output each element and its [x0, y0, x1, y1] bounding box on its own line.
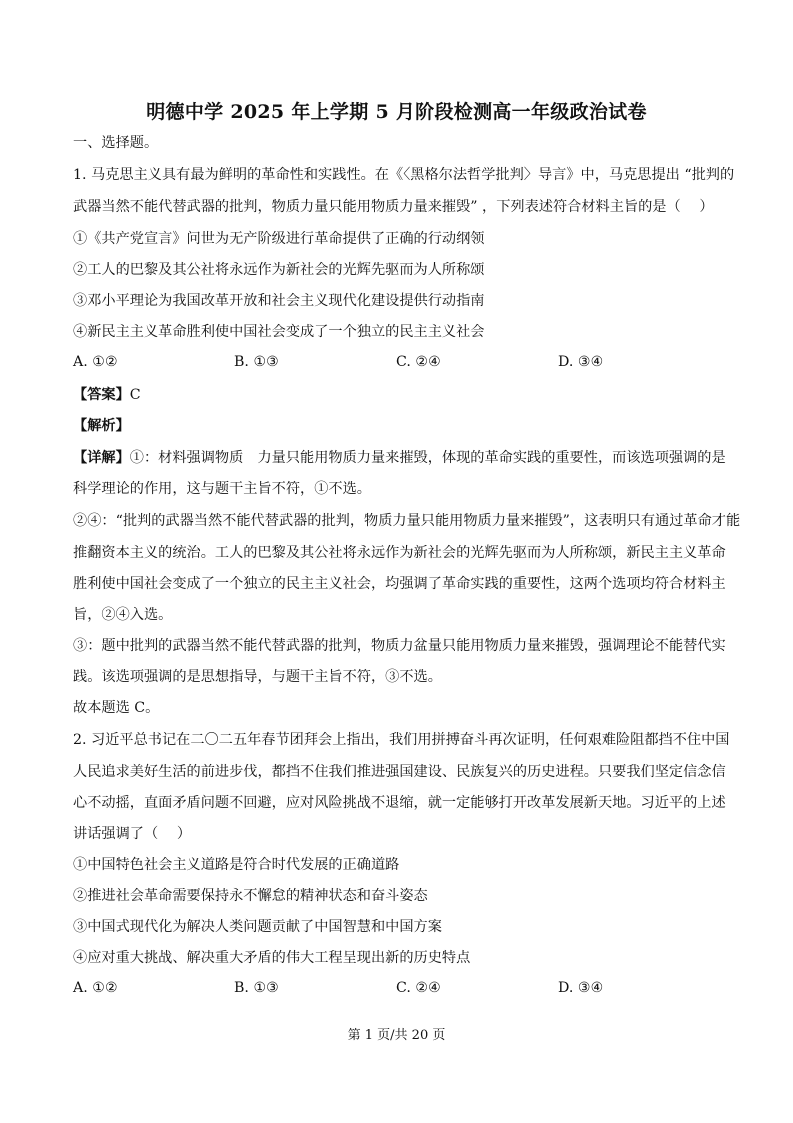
analysis-tag: 【解析】	[73, 418, 130, 434]
q1-answer	[73, 385, 141, 405]
q1-stem-line-1: 1. 马克思主义具有最为鲜明的革命性和实践性。在《〈黑格尔法哲学批判〉导言》中，马克思提出 “批判的	[73, 167, 735, 183]
q1-conclusion: 故本题选 C。	[73, 700, 160, 716]
q1-item-3: ③邓小平理论为我国改革开放和社会主义现代化建设提供行动指南	[73, 293, 485, 309]
q1-detail-line-2: 科学理论的作用，这与题干主旨不符，①不选。	[73, 481, 371, 497]
q1-detail-line-1	[73, 448, 726, 468]
page-title: 明德中学 2025 年上学期 5 月阶段检测高一年级政治试卷	[146, 101, 647, 123]
section-heading: 一、选择题。	[73, 135, 159, 151]
q1-stem-line-2: 武器当然不能代替武器的批判，物质力量只能用物质力量来摧毁” ，下列表述符合材料主旨的是（ ）	[73, 199, 714, 215]
q1-option-d: D. ③④	[558, 354, 604, 370]
q1-item-2: ②工人的巴黎及其公社将永远作为新社会的光辉先驱而为人所称颂	[73, 262, 485, 278]
q2-stem-line-2: 人民追求美好生活的前进步伐，都挡不住我们推进强国建设、民族复兴的历史进程。只要我们坚定信念信	[73, 764, 726, 780]
q2-item-1: ①中国特色社会主义道路是符合时代发展的正确道路	[73, 857, 400, 873]
detail-tag: 【详解】	[73, 450, 130, 466]
q2-option-c: C. ②④	[396, 980, 441, 996]
answer-tag: 【答案】	[73, 387, 130, 403]
q1-detail-line-3: ②④：“批判的武器当然不能代替武器的批判，物质力量只能用物质力量来摧毁”，这表明只有通过革命才能	[73, 513, 741, 529]
page-number: 第 1 页/共 20 页	[347, 1028, 446, 1043]
q1-analysis-heading	[73, 416, 130, 436]
q1-detail-line-7: ③：题中批判的武器当然不能代替武器的批判，物质力盆量只能用物质力量来摧毁，强调理论不能替代实	[73, 638, 726, 654]
detail-text: ①：材料强调物质 力量只能用物质力量来摧毁，体现的革命实践的重要性，而该选项强调的是	[129, 450, 726, 466]
q2-item-4: ④应对重大挑战、解决重大矛盾的伟大工程呈现出新的历史特点	[73, 950, 471, 966]
q1-item-1: ①《共产党宣言》问世为无产阶级进行革命提供了正确的行动纲领	[73, 231, 485, 247]
answer-value: C	[129, 387, 141, 403]
q2-item-2: ②推进社会革命需要保持永不懈怠的精神状态和奋斗姿态	[73, 888, 428, 904]
q2-option-d: D. ③④	[558, 980, 604, 996]
q2-item-3: ③中国式现代化为解决人类问题贡献了中国智慧和中国方案	[73, 919, 442, 935]
q2-stem-line-4: 讲话强调了（ ）	[73, 826, 192, 842]
q1-detail-line-5: 胜利使中国社会变成了一个独立的民主主义社会，均强调了革命实践的重要性，这两个选项均符合材料主	[73, 576, 726, 592]
q1-item-4: ④新民主主义革命胜利使中国社会变成了一个独立的民主主义社会	[73, 324, 485, 340]
q2-option-a: A. ①②	[73, 980, 118, 996]
q1-option-b: B. ①③	[234, 354, 279, 370]
q1-option-c: C. ②④	[396, 354, 441, 370]
q1-detail-line-6: 旨，②④入选。	[73, 607, 173, 623]
q2-options	[73, 980, 723, 1000]
q1-detail-line-8: 践。该选项强调的是思想指导，与题干主旨不符，③不选。	[73, 669, 442, 685]
q2-stem-line-1: 2. 习近平总书记在二〇二五年春节团拜会上指出，我们用拼搏奋斗再次证明，任何艰难险阻都挡不住中国	[73, 732, 730, 748]
q1-detail-line-4: 推翻资本主义的统治。工人的巴黎及其公社将永远作为新社会的光辉先驱而为人所称颂，新民主主义革命	[73, 545, 726, 561]
q1-option-a: A. ①②	[73, 354, 118, 370]
q2-stem-line-3: 心不动摇，直面矛盾问题不回避，应对风险挑战不退缩，就一定能够打开改革发展新天地。习近平的上述	[73, 795, 726, 811]
q2-option-b: B. ①③	[234, 980, 279, 996]
q1-options	[73, 354, 723, 374]
